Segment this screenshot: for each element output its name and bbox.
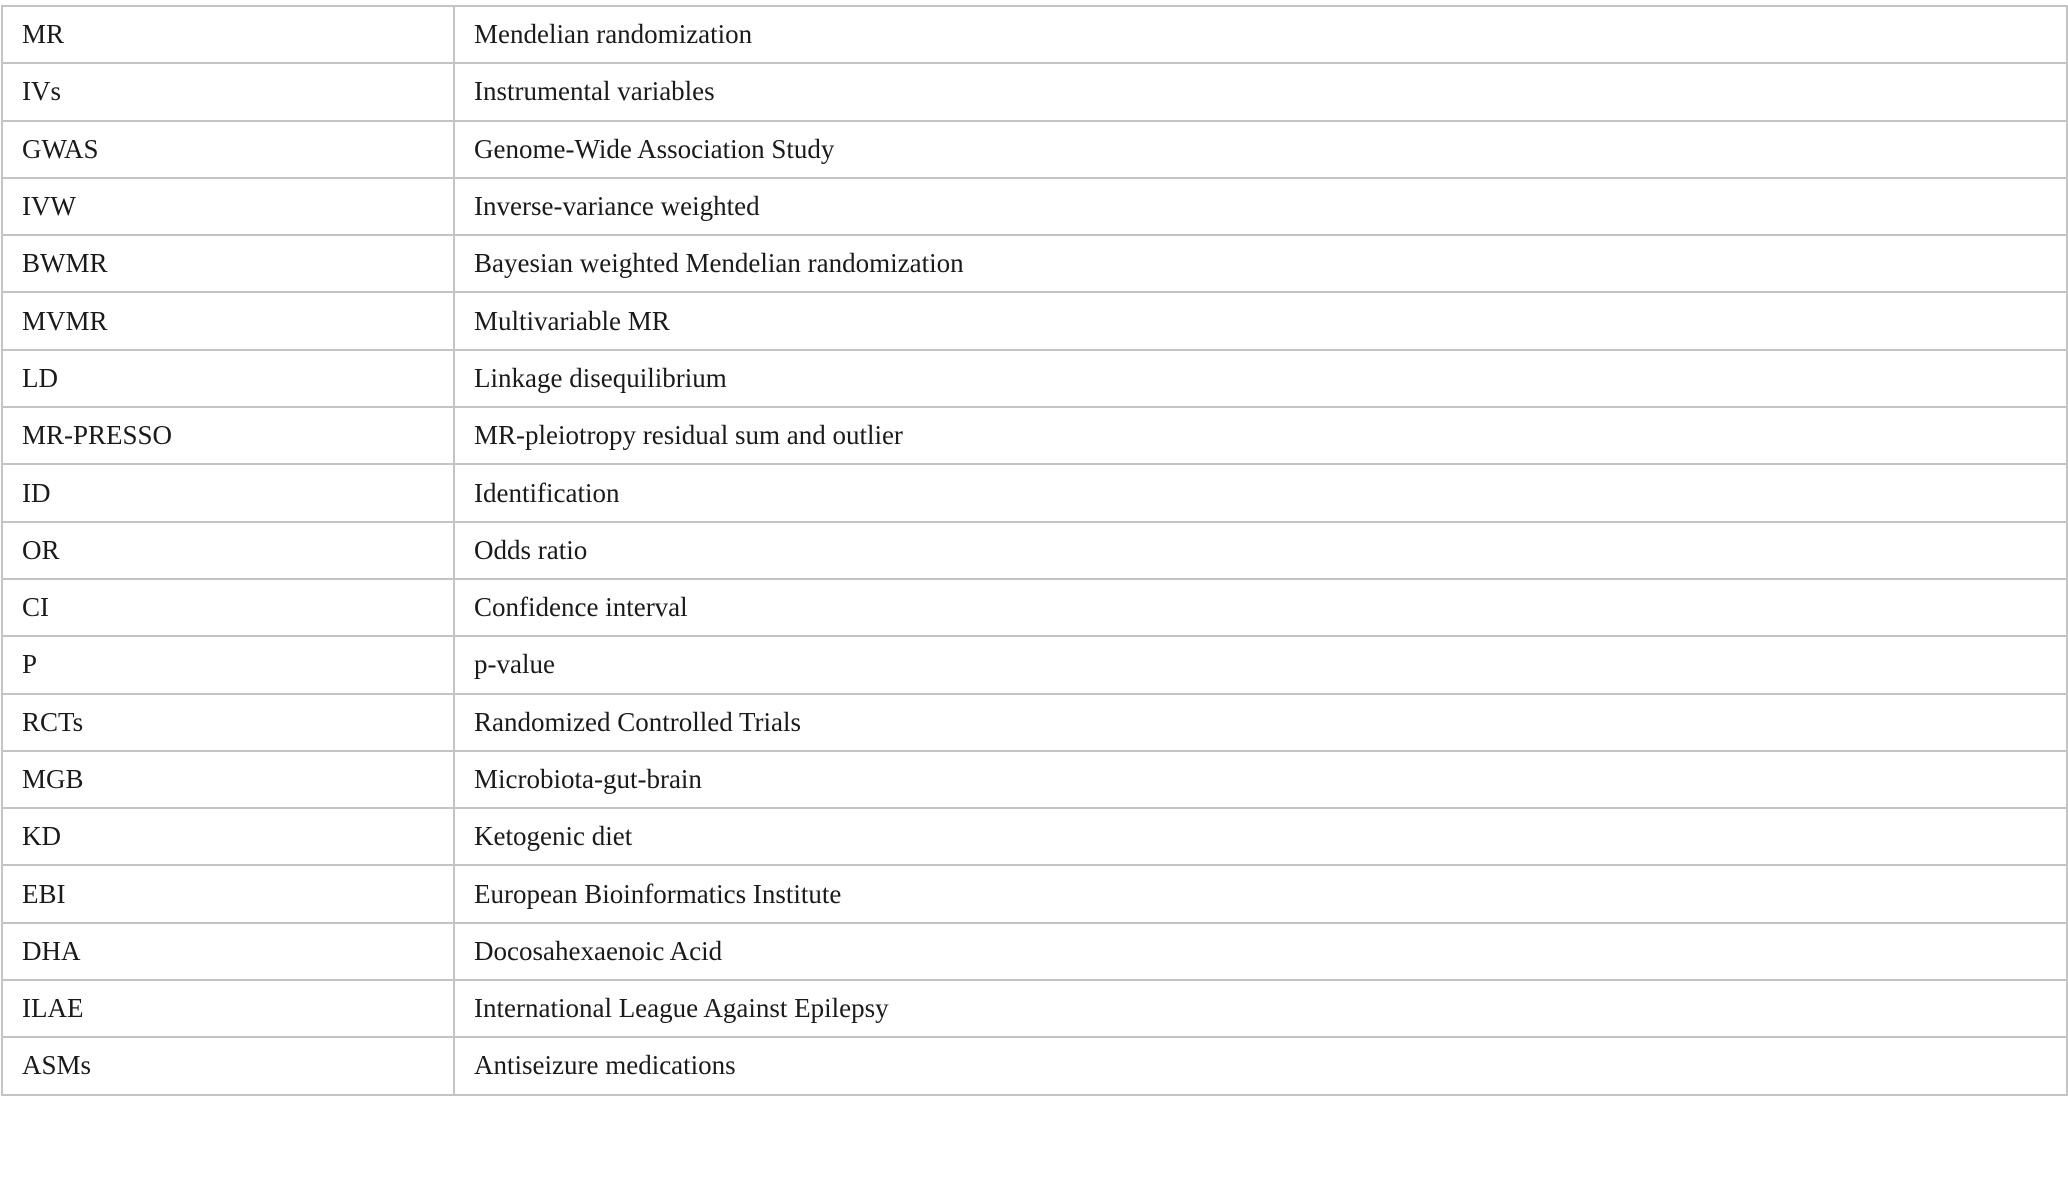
table-row <box>2 63 2067 120</box>
abbreviation-cell: ILAE <box>2 980 454 1037</box>
table-row <box>2 178 2067 235</box>
definition-cell: Antiseizure medications <box>454 1037 2067 1094</box>
abbreviation-cell: EBI <box>2 865 454 922</box>
definition-cell: Genome-Wide Association Study <box>454 121 2067 178</box>
abbreviation-cell: MVMR <box>2 292 454 349</box>
table-row <box>2 694 2067 751</box>
abbreviation-cell: BWMR <box>2 235 454 292</box>
definition-cell: Mendelian randomization <box>454 6 2067 63</box>
table-row <box>2 292 2067 349</box>
abbreviation-cell: KD <box>2 808 454 865</box>
definition-cell: MR-pleiotropy residual sum and outlier <box>454 407 2067 464</box>
definition-cell: European Bioinformatics Institute <box>454 865 2067 922</box>
table-row <box>2 865 2067 922</box>
abbreviation-cell: MR <box>2 6 454 63</box>
table-row <box>2 980 2067 1037</box>
table-row <box>2 522 2067 579</box>
abbreviation-cell: DHA <box>2 923 454 980</box>
table-row <box>2 636 2067 693</box>
table-row <box>2 464 2067 521</box>
definition-cell: Inverse-variance weighted <box>454 178 2067 235</box>
table-row <box>2 1037 2067 1094</box>
abbreviation-cell: ID <box>2 464 454 521</box>
abbreviation-cell: ASMs <box>2 1037 454 1094</box>
definition-cell: p-value <box>454 636 2067 693</box>
table-row <box>2 751 2067 808</box>
definition-cell: Ketogenic diet <box>454 808 2067 865</box>
definition-cell: Confidence interval <box>454 579 2067 636</box>
abbreviation-cell: IVs <box>2 63 454 120</box>
abbreviation-cell: LD <box>2 350 454 407</box>
definition-cell: Identification <box>454 464 2067 521</box>
definition-cell: Microbiota-gut-brain <box>454 751 2067 808</box>
table-row <box>2 350 2067 407</box>
abbreviation-cell: GWAS <box>2 121 454 178</box>
abbreviation-cell: P <box>2 636 454 693</box>
definition-cell: Docosahexaenoic Acid <box>454 923 2067 980</box>
definition-cell: Multivariable MR <box>454 292 2067 349</box>
definition-cell: Linkage disequilibrium <box>454 350 2067 407</box>
table-row <box>2 121 2067 178</box>
table-row <box>2 579 2067 636</box>
abbreviation-cell: MR-PRESSO <box>2 407 454 464</box>
abbreviations-table-body <box>2 6 2067 1095</box>
abbreviations-table <box>1 5 2068 1096</box>
definition-cell: International League Against Epilepsy <box>454 980 2067 1037</box>
definition-cell: Bayesian weighted Mendelian randomization <box>454 235 2067 292</box>
table-row <box>2 808 2067 865</box>
table-row <box>2 923 2067 980</box>
definition-cell: Odds ratio <box>454 522 2067 579</box>
table-row <box>2 6 2067 63</box>
abbreviation-cell: OR <box>2 522 454 579</box>
table-row <box>2 235 2067 292</box>
definition-cell: Instrumental variables <box>454 63 2067 120</box>
abbreviation-cell: RCTs <box>2 694 454 751</box>
abbreviation-cell: CI <box>2 579 454 636</box>
table-row <box>2 407 2067 464</box>
definition-cell: Randomized Controlled Trials <box>454 694 2067 751</box>
abbreviation-cell: MGB <box>2 751 454 808</box>
abbreviation-cell: IVW <box>2 178 454 235</box>
